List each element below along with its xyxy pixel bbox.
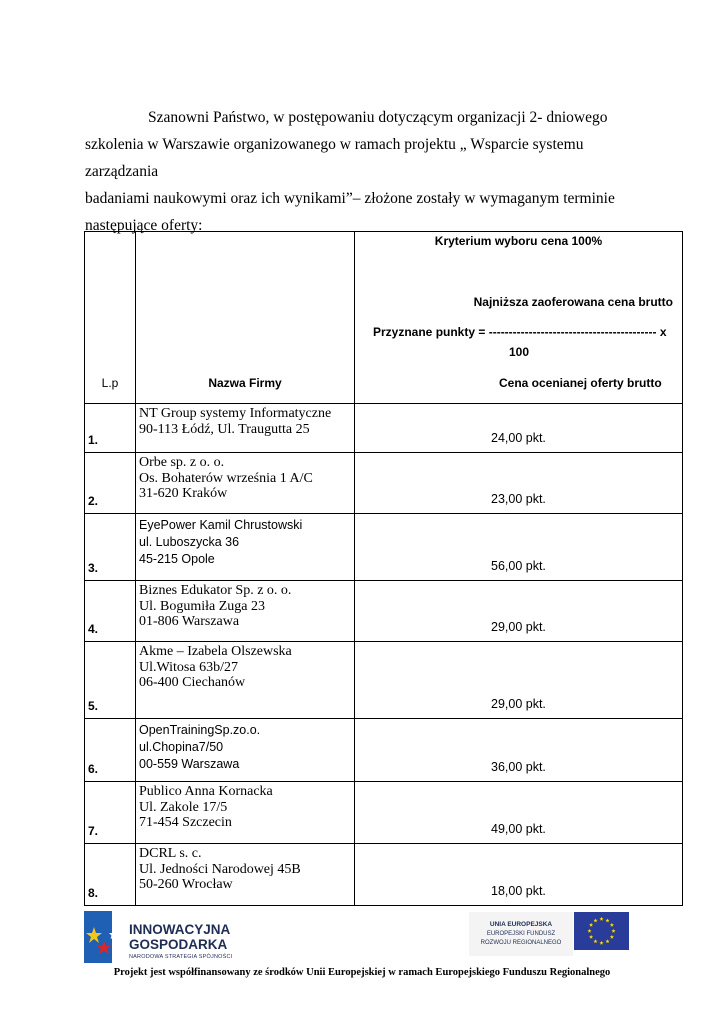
- eu-star-icon: [599, 941, 603, 945]
- company-cell: [136, 453, 355, 514]
- intro-line-2: szkolenia w Warszawie organizowanego w ramach projektu „ Wsparcie systemu zarządzania: [85, 136, 584, 180]
- eu-star-icon: [589, 935, 593, 939]
- row-number: 7.: [85, 782, 136, 844]
- ig-logo-line-3: NARODOWA STRATEGIA SPÓJNOŚCI: [129, 954, 233, 960]
- ig-logo-line-1: INNOWACYJNA: [129, 922, 231, 937]
- points-value: 29,00 pkt.: [355, 642, 683, 719]
- header-criterion-cell: [355, 232, 683, 404]
- company-name: DCRL s. c.: [139, 846, 202, 861]
- company-cell: [136, 642, 355, 719]
- points-value: 24,00 pkt.: [355, 404, 683, 453]
- points-value: 49,00 pkt.: [355, 782, 683, 844]
- company-name: Publico Anna Kornacka: [139, 784, 273, 799]
- table-row: [85, 782, 683, 844]
- eu-logo-text: [469, 912, 573, 956]
- company-name: NT Group systemy Informatyczne: [139, 406, 332, 421]
- eu-star-icon: [599, 917, 603, 921]
- company-cell: [136, 719, 355, 782]
- table-row: [85, 514, 683, 581]
- formula-factor: 100: [509, 345, 530, 359]
- row-number: 1.: [85, 404, 136, 453]
- intro-line-3: badaniami naukowymi oraz ich wynikami”– złożone zostały w wymaganym terminie: [85, 190, 615, 207]
- intro-line-1: Szanowni Państwo, w postępowaniu dotyczącym organizacji 2- dniowego: [148, 109, 608, 126]
- eu-star-icon: [589, 923, 593, 927]
- formula-denominator: Cena ocenianej oferty brutto: [499, 376, 662, 390]
- company-address-line: Os. Bohaterów września 1 A/C: [139, 470, 313, 486]
- company-address-line: Ul. Jedności Narodowej 45B: [139, 861, 301, 877]
- company-name: Orbe sp. z o. o.: [139, 455, 225, 470]
- company-cell: [136, 844, 355, 906]
- company-name: EyePower Kamil Chrustowski: [139, 518, 303, 532]
- criterion-title: Kryterium wyboru cena 100%: [434, 234, 603, 248]
- company-address-line: 00-559 Warszawa: [139, 757, 240, 771]
- eu-star-icon: [593, 918, 597, 922]
- company-cell: [136, 404, 355, 453]
- intro-line-4: następujące oferty:: [85, 217, 203, 234]
- eu-star-icon: [610, 935, 614, 939]
- table-row: [85, 719, 683, 782]
- points-value: 23,00 pkt.: [355, 453, 683, 514]
- footer-cofinancing-note: Projekt jest współfinansowany ze środków Unii Europejskiej w ramach Europejskiego Funduszu Regionalnego: [113, 967, 611, 978]
- company-address-line: Ul. Zakole 17/5: [139, 799, 228, 815]
- offers-table: [84, 231, 683, 906]
- company-address-line: 01-806 Warszawa: [139, 614, 240, 629]
- header-lp: L.p: [85, 232, 136, 404]
- points-value: 56,00 pkt.: [355, 514, 683, 581]
- eu-star-icon: [593, 939, 597, 943]
- company-address-line: ul. Luboszycka 36: [139, 535, 240, 549]
- row-number: 8.: [85, 844, 136, 906]
- row-number: 2.: [85, 453, 136, 514]
- company-address-line: 06-400 Ciechanów: [139, 675, 246, 690]
- eu-star-icon: [605, 918, 609, 922]
- eu-star-icon: [611, 929, 615, 933]
- eu-logo-line-3: ROZWOJU REGIONALNEGO: [480, 940, 562, 946]
- company-address-line: 45-215 Opole: [139, 552, 215, 566]
- ig-logo-line-2: GOSPODARKA: [129, 937, 228, 952]
- company-cell: [136, 581, 355, 642]
- eu-logo-line-2: EUROPEJSKI FUNDUSZ: [486, 931, 556, 937]
- eu-star-icon: [587, 929, 591, 933]
- row-number: 4.: [85, 581, 136, 642]
- row-number: 3.: [85, 514, 136, 581]
- company-address-line: ul.Chopina7/50: [139, 740, 224, 754]
- table-row: [85, 453, 683, 514]
- eu-logo-line-1: UNIA EUROPEJSKA: [489, 921, 553, 928]
- formula-numerator: Najniższa zaoferowana cena brutto: [473, 295, 673, 309]
- eu-stars-icon: [574, 912, 629, 950]
- company-address-line: Ul. Bogumiła Zuga 23: [139, 598, 265, 614]
- company-name: Akme – Izabela Olszewska: [139, 644, 292, 659]
- eu-logo: [469, 910, 629, 958]
- row-number: 5.: [85, 642, 136, 719]
- intro-paragraph: [85, 104, 645, 239]
- ig-emblem-icon: [84, 911, 128, 963]
- eu-flag-icon: [574, 912, 629, 950]
- company-address-line: 31-620 Kraków: [139, 486, 228, 501]
- eu-star-icon: [610, 923, 614, 927]
- company-name: OpenTrainingSp.zo.o.: [139, 723, 261, 737]
- row-number: 6.: [85, 719, 136, 782]
- table-row: [85, 404, 683, 453]
- eu-star-icon: [605, 939, 609, 943]
- points-value: 18,00 pkt.: [355, 844, 683, 906]
- company-address-line: Ul.Witosa 63b/27: [139, 659, 238, 675]
- header-company-name: Nazwa Firmy: [136, 232, 355, 404]
- company-address-line: 71-454 Szczecin: [139, 815, 232, 830]
- company-address-line: 50-260 Wrocław: [139, 877, 233, 892]
- company-cell: [136, 514, 355, 581]
- company-name: Biznes Edukator Sp. z o. o.: [139, 583, 292, 598]
- table-header-row: [85, 232, 683, 404]
- formula-line: Przyznane punkty = ------------------------------------------ x: [373, 325, 667, 339]
- innowacyjna-gospodarka-logo: [84, 911, 244, 963]
- table-row: [85, 581, 683, 642]
- company-address-line: 90-113 Łódź, Ul. Traugutta 25: [139, 421, 310, 437]
- points-value: 36,00 pkt.: [355, 719, 683, 782]
- points-value: 29,00 pkt.: [355, 581, 683, 642]
- company-cell: [136, 782, 355, 844]
- table-row: [85, 844, 683, 906]
- table-row: [85, 642, 683, 719]
